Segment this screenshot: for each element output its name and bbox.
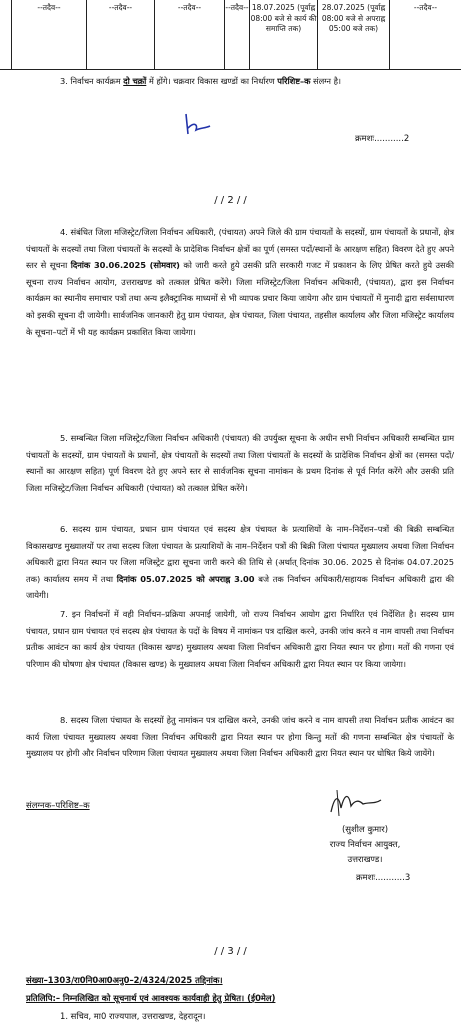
signatory-block [290, 823, 440, 868]
schedule-table-fragment [0, 0, 461, 70]
enclosure-label: संलग्नक–परिशिष्ट–क [26, 801, 90, 811]
copy-to-heading: प्रतिलिपि:– निम्नलिखित को सूचनार्थ एवं आवश्यक कार्यवाही हेतु प्रेषित। (ई0मेल) [26, 993, 276, 1003]
copy-to-item: 1. सचिव, मा0 राज्यपाल, उत्तराखण्ड, देहरादून। [60, 1011, 206, 1021]
paragraph-5: 5. सम्बन्धित जिला मजिस्ट्रेट/जिला निर्वाचन अधिकारी (पंचायत) की उपर्युक्त सूचना के अधीन सभी निर्वाचन अधिकारी सम्बन्धित ग्राम पंचायतों के सदस्यों, ग्राम पंचायतों के प्रधानों, क्षेत्र पंचायतों के सदस्यों तथा जिला पंचायतों के सदस्यों के प्रादेशिक निर्वाचन क्षेत्रों का (समस्त पदों/स्थानों का आरक्षण सहित) पूर्ण विवरण देते हुए अपने स्तर से सार्वजनिक सूचना नामांकन के प्रथम दिनांक से पूर्व निर्गत करेंगे और उसकी प्रति जिला मजिस्ट्रेट/जिला निर्वाचन अधिकारी (पंचायत) को तत्काल प्रेषित करेंगे। [26, 433, 454, 493]
table-cell: --तदैव-- [12, 0, 87, 70]
reference-number: संख्या–1303/रा0नि0आ0अनु0–2/4324/2025 तद्दिनांक। [26, 975, 223, 985]
signature-icon [325, 786, 395, 820]
paragraph-8: 8. सदस्य जिला पंचायत के सदस्यों हेतु नामांकन पत्र दाखिल करने, उनकी जांच करने व नाम वापसी तथा निर्वाचन प्रतीक आवंटन का कार्य जिला पंचायत मुख्यालय अथवा जिला निर्वाचन अधिकारी द्वारा नियत स्थान पर होगा किन्तु मतों की गणना सम्बन्धित क्षेत्र पंचायतों के मुख्यालय पर होगी और निर्वाचन परिणाम जिला पंचायत मुख्यालय अथवा जिला निर्वाचन अधिकारी द्वारा नियत स्थान पर घोषित किये जायेंगे। [26, 715, 454, 759]
page-continuation: क्रमशः...........3 [356, 873, 411, 883]
handwritten-mark-icon [180, 110, 220, 138]
paragraph-6: 6. सदस्य ग्राम पंचायत, प्रधान ग्राम पंचायत एवं सदस्य क्षेत्र पंचायत के प्रत्याशियों के नाम–निर्देशन–पत्रों की बिक्री सम्बन्धित विकासखण्ड मुख्यालयों पर तथा सदस्य जिला पंचायत के प्रत्याशियों के नाम–निर्देशन पत्रों की बिक्री जिला पंचायत मुख्यालय अथवा जिला निर्वाचन अधिकारी द्वारा नियत स्थान पर जिला मजिस्ट्रेट द्वारा सूचना जारी करने की तिथि से (अर्थात् दिनांक 30.06. 2025 से दिनांक 04.07.2025 तक) कार्यालय समय में तथा दिनांक 05.07.2025 को अपराह्न 3.00 बजे तक निर्वाचन अधिकारी/सहायक निर्वाचन अधिकारी द्वारा की जायेगी। [26, 524, 455, 601]
table-cell: --तदैव-- [225, 0, 250, 70]
page-marker: / / 3 / / [214, 946, 247, 957]
page-marker: / / 2 / / [214, 195, 247, 206]
paragraph-3: 3. निर्वाचन कार्यक्रम दो चक्रों में होंगे। चक्रवार विकास खण्डों का निर्धारण परिशिष्ट–क संलग्न है। [60, 76, 342, 86]
paragraph-7: 7. इन निर्वाचनों में वही निर्वाचन–प्रक्रिया अपनाई जायेगी, जो राज्य निर्वाचन आयोग द्वारा निर्धारित एवं निर्देशित है। सदस्य ग्राम पंचायत, प्रधान ग्राम पंचायत एवं सदस्य क्षेत्र पंचायत के पदों के विषय में नामांकन पत्र दाखिल करने, उनकी जांच करने व नाम वापसी तथा निर्वाचन प्रतीक आवंटन का कार्य क्षेत्र पंचायत (विकास खण्ड) मुख्यालय अथवा जिला निर्वाचन अधिकारी द्वारा नियत स्थान पर होगा। मतों की गणना एवं परिणाम की घोषणा क्षेत्र पंचायत (विकास खण्ड) के मुख्यालय अथवा जिला निर्वाचन अधिकारी द्वारा नियत स्थान पर किया जायेगा। [26, 609, 454, 669]
signatory-state: उत्तराखण्ड। [347, 855, 383, 865]
table-cell: --तदैव-- [413, 3, 438, 12]
table-cell-date-1: 18.07.2025 (पूर्वाह्न 08:00 बजे से कार्य की समाप्ति तक) [250, 0, 318, 70]
paragraph-4: 4. संबंधित जिला मजिस्ट्रेट/जिला निर्वाचन अधिकारी, (पंचायत) अपने जिले की ग्राम पंचायतों के सदस्यों, ग्राम पंचायतों के प्रधानों, क्षेत्र पंचायतों के सदस्यों तथा जिला पंचायतों के सदस्यों के प्रादेशिक निर्वाचन क्षेत्रों का पूर्ण (समस्त पदों/स्थानों के आरक्षण सहित) विवरण देते हुए अपने स्तर से सूचना दिनांक 30.06.2025 (सोमवार) को जारी करते हुये उसकी प्रति सरकारी गजट में प्रकाशन के लिए प्रेषित करते हुये उसकी सूचना राज्य निर्वाचन आयोग, उत्तराखण्ड को तत्काल प्रेषित करेंगे। जिला मजिस्ट्रेट/जिला निर्वाचन अधिकारी, (पंचायत), द्वारा इस निर्वाचन कार्यक्रम का स्थानीय समाचार पत्रों तथा अन्य इलैक्ट्रानिक माध्यमों से भी व्यापक प्रचार किया जायेगा और ग्राम पंचायतों में मुनादी द्वारा सर्वसाधारण को इसकी सूचना दी जायेगी। सार्वजनिक जानकारी हेतु ग्राम पंचायत, क्षेत्र पंचायत, जिला पंचायत, तहसील कार्यालय और जिला मजिस्ट्रेट कार्यालय के सूचना–पटों में भी यह कार्यक्रम प्रकाशित किया जायेगा। [26, 227, 454, 337]
page-continuation: क्रमशः...........2 [355, 134, 410, 144]
table-cell: --तदैव-- [87, 0, 155, 70]
signatory-name: (सुशील कुमार) [341, 825, 389, 835]
table-cell-date-2: 28.07.2025 (पूर्वाह्न 08:00 बजे से अपराह्न 05:00 बजे तक) [318, 0, 390, 70]
table-cell-edge [0, 0, 12, 70]
table-cell: --तदैव-- [155, 0, 225, 70]
signatory-designation: राज्य निर्वाचन आयुक्त, [329, 840, 401, 850]
